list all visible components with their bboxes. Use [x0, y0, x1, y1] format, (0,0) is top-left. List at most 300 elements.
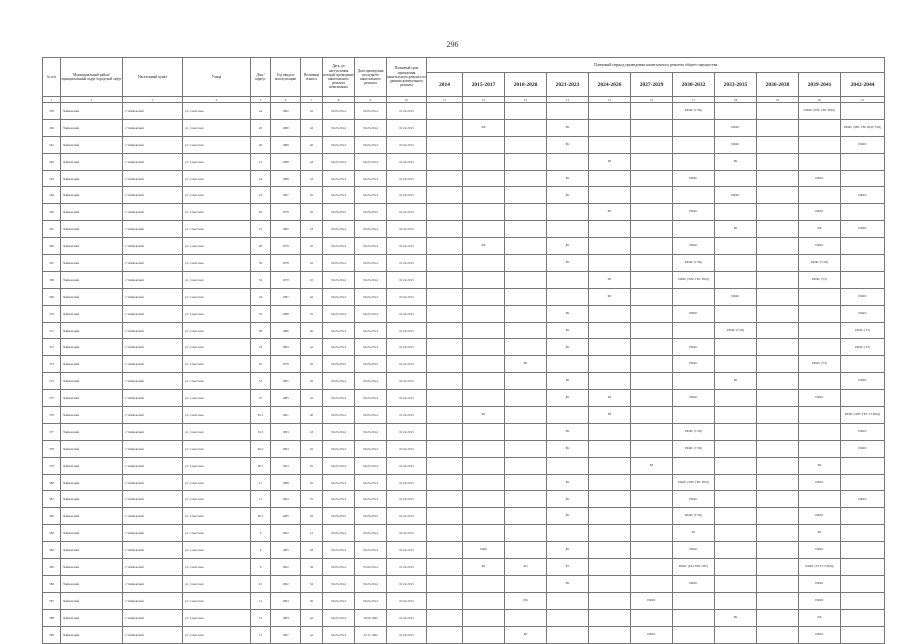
cell-locality: г. Чайковский	[123, 508, 183, 525]
cell-municipal: Чайковский	[61, 626, 123, 643]
cell-period: РК	[547, 575, 589, 592]
cell-period: РФФС	[673, 390, 715, 407]
cell-period	[631, 288, 673, 305]
cell-period	[631, 305, 673, 322]
cell-period	[631, 491, 673, 508]
cell-locality: г. Чайковский	[123, 255, 183, 272]
header-year-9: 2039-2041	[799, 73, 841, 97]
cell-wear: 45	[301, 356, 323, 373]
cell-period	[547, 407, 589, 424]
cell-period	[631, 238, 673, 255]
cell-date-decl: 06.03.2014	[323, 288, 355, 305]
row-number: 365	[43, 221, 61, 238]
cell-planned: 01.02.2015	[387, 153, 427, 170]
cell-period	[463, 187, 505, 204]
cell-period: РК	[589, 271, 631, 288]
cell-period: РК	[547, 187, 589, 204]
cell-municipal: Чайковский	[61, 271, 123, 288]
cell-wear: 42	[301, 288, 323, 305]
cell-period	[463, 525, 505, 542]
header-year-4: 2024-2026	[589, 73, 631, 97]
cell-period	[427, 271, 463, 288]
cell-period	[427, 592, 463, 609]
cell-period: РК	[589, 204, 631, 221]
cell-period	[715, 575, 757, 592]
cell-date-decl: 06.03.2014	[323, 373, 355, 390]
cell-period	[463, 153, 505, 170]
cell-period	[715, 491, 757, 508]
cell-period	[463, 204, 505, 221]
cell-period: РФФС (ТЭЦ)	[673, 508, 715, 525]
cell-period	[799, 373, 841, 390]
cell-period	[589, 221, 631, 238]
cell-period	[505, 423, 547, 440]
cell-period: РФФС (ТЭЦ)	[673, 440, 715, 457]
cell-period: РФФС	[673, 542, 715, 559]
cell-planned: 01.02.2015	[387, 271, 427, 288]
cell-wear: 45	[301, 187, 323, 204]
cell-year: 1988	[271, 305, 301, 322]
cell-wear: 36	[301, 592, 323, 609]
cell-period	[547, 609, 589, 626]
cell-house: 38	[251, 322, 271, 339]
cell-period	[631, 474, 673, 491]
cell-period	[589, 440, 631, 457]
cell-period: РФФС (ХВС ГВС ВОД)	[673, 271, 715, 288]
cell-locality: г. Чайковский	[123, 271, 183, 288]
cell-period: РФФС (ТЭ ГТЭ ВОД)	[799, 559, 841, 576]
cell-year: 1985	[271, 508, 301, 525]
cell-period	[673, 221, 715, 238]
cell-period	[427, 204, 463, 221]
cell-period: РФ	[505, 592, 547, 609]
cell-period: РФФС	[715, 136, 757, 153]
cell-period: РК	[547, 373, 589, 390]
cell-date-prev: 06.03.2014	[355, 390, 387, 407]
cell-period	[427, 457, 463, 474]
cell-year: 1982	[271, 103, 301, 120]
cell-period: РФФС	[631, 592, 673, 609]
cell-period	[757, 255, 799, 272]
cell-period	[631, 423, 673, 440]
cell-period	[505, 119, 547, 136]
cell-wear: 45	[301, 474, 323, 491]
cell-period: РФФС (ХВС ГВС ВОД ТЭЦ)	[841, 119, 885, 136]
cell-period: РФФС	[841, 423, 885, 440]
header-year-0: 2014	[427, 73, 463, 97]
cell-year: 1978	[271, 204, 301, 221]
row-number: 377	[43, 423, 61, 440]
row-number: 369	[43, 288, 61, 305]
cell-period: РК	[547, 542, 589, 559]
table-row	[43, 559, 885, 576]
cell-period: РФФС	[841, 440, 885, 457]
cell-period	[589, 255, 631, 272]
cell-period	[463, 474, 505, 491]
cell-house: 53	[251, 373, 271, 390]
cell-street: ул. Советская	[183, 575, 251, 592]
cell-street: ул. Советская	[183, 440, 251, 457]
cell-period: РФФС (ТЭ)	[841, 322, 885, 339]
cell-house: 28	[251, 238, 271, 255]
cell-municipal: Чайковский	[61, 322, 123, 339]
cell-wear: 45	[301, 457, 323, 474]
cell-period	[631, 525, 673, 542]
cell-period	[505, 204, 547, 221]
cell-municipal: Чайковский	[61, 423, 123, 440]
cell-period	[589, 525, 631, 542]
cell-period: РФФС	[631, 626, 673, 643]
cell-period	[841, 103, 885, 120]
cell-period: РФФС	[673, 170, 715, 187]
cell-period	[505, 575, 547, 592]
cell-house: 34	[251, 288, 271, 305]
cell-period	[799, 440, 841, 457]
cell-locality: г. Чайковский	[123, 204, 183, 221]
cell-period: РК	[547, 491, 589, 508]
cell-period	[757, 407, 799, 424]
cell-street: ул. Советская	[183, 238, 251, 255]
cell-street: ул. Советская	[183, 525, 251, 542]
cell-period	[589, 508, 631, 525]
cell-period	[463, 356, 505, 373]
cell-date-prev: 06.03.2014	[355, 187, 387, 204]
header-wear: Величина износа	[301, 58, 323, 97]
cell-period	[631, 119, 673, 136]
cell-house: 98.1	[251, 457, 271, 474]
cell-planned: 01.02.2015	[387, 407, 427, 424]
cell-house: 55	[251, 390, 271, 407]
cell-period	[505, 322, 547, 339]
cell-period	[631, 542, 673, 559]
cell-period	[547, 221, 589, 238]
cell-period	[757, 103, 799, 120]
cell-period: РФФС	[841, 491, 885, 508]
cell-period	[589, 423, 631, 440]
cell-period	[547, 271, 589, 288]
cell-date-prev: 06.03.2014	[355, 153, 387, 170]
cell-period: РФФС	[715, 288, 757, 305]
cell-period	[757, 559, 799, 576]
cell-date-prev: 06.03.2014	[355, 542, 387, 559]
cell-period	[757, 271, 799, 288]
cell-year: 1984	[271, 339, 301, 356]
cell-house: 65.1	[251, 407, 271, 424]
cell-house: 25	[251, 187, 271, 204]
cell-period: РК	[505, 356, 547, 373]
cell-period	[505, 187, 547, 204]
cell-period	[463, 221, 505, 238]
cell-period	[463, 575, 505, 592]
cell-period: РЛ	[463, 559, 505, 576]
cell-planned: 01.02.2015	[387, 542, 427, 559]
cell-period	[715, 592, 757, 609]
cell-period	[463, 170, 505, 187]
cell-period	[799, 322, 841, 339]
cell-locality: г. Чайковский	[123, 119, 183, 136]
table-row	[43, 474, 885, 491]
cell-locality: г. Чайковский	[123, 457, 183, 474]
cell-year: 1987	[271, 373, 301, 390]
cell-street: ул. Советская	[183, 153, 251, 170]
cell-house: 2.1	[251, 474, 271, 491]
cell-planned: 01.02.2015	[387, 136, 427, 153]
cell-planned: 01.02.2015	[387, 491, 427, 508]
cell-date-decl: 06.03.2014	[323, 170, 355, 187]
cell-date-prev: 06.03.2014	[355, 255, 387, 272]
column-number: 3	[123, 97, 183, 103]
cell-street: ул. Советская	[183, 542, 251, 559]
row-number: 376	[43, 407, 61, 424]
cell-period: РФФС	[673, 491, 715, 508]
cell-municipal: Чайковский	[61, 508, 123, 525]
cell-period: РЛ	[589, 390, 631, 407]
cell-period	[589, 322, 631, 339]
row-number: 383	[43, 525, 61, 542]
cell-period	[757, 322, 799, 339]
cell-municipal: Чайковский	[61, 238, 123, 255]
cell-house: 45	[251, 356, 271, 373]
table-row	[43, 170, 885, 187]
column-number: 19	[757, 97, 799, 103]
cell-wear: 40	[301, 136, 323, 153]
cell-period	[841, 153, 885, 170]
cell-house: 45	[251, 119, 271, 136]
cell-wear: 35	[301, 305, 323, 322]
cell-planned: 01.02.2015	[387, 592, 427, 609]
cell-period	[799, 136, 841, 153]
cell-municipal: Чайковский	[61, 288, 123, 305]
cell-wear: 43	[301, 423, 323, 440]
cell-wear: 42	[301, 339, 323, 356]
cell-date-decl: 06.03.2014	[323, 390, 355, 407]
cell-municipal: Чайковский	[61, 221, 123, 238]
cell-locality: г. Чайковский	[123, 407, 183, 424]
cell-period	[841, 508, 885, 525]
cell-period	[427, 339, 463, 356]
cell-date-prev: 06.03.2014	[355, 322, 387, 339]
cell-period	[757, 136, 799, 153]
cell-period	[505, 508, 547, 525]
cell-period	[547, 626, 589, 643]
cell-year: 1988	[271, 474, 301, 491]
cell-period	[757, 170, 799, 187]
cell-period	[757, 221, 799, 238]
cell-wear: 34	[301, 575, 323, 592]
cell-period	[715, 255, 757, 272]
column-number: 21	[841, 97, 885, 103]
cell-street: ул. Советская	[183, 322, 251, 339]
cell-period	[757, 373, 799, 390]
cell-period	[841, 390, 885, 407]
cell-date-decl: 06.03.2014	[323, 592, 355, 609]
cell-year: 1988	[271, 170, 301, 187]
header-year-3: 2021-2023	[547, 73, 589, 97]
cell-period	[505, 609, 547, 626]
cell-period	[463, 322, 505, 339]
row-number: 367	[43, 255, 61, 272]
cell-period: РУ	[547, 559, 589, 576]
cell-period: РК	[715, 373, 757, 390]
cell-wear: 42	[301, 119, 323, 136]
table-row	[43, 592, 885, 609]
cell-period	[547, 288, 589, 305]
cell-locality: г. Чайковский	[123, 525, 183, 542]
cell-date-prev: 06.03.2014	[355, 119, 387, 136]
cell-planned: 01.02.2015	[387, 508, 427, 525]
cell-period	[757, 575, 799, 592]
cell-date-prev: 05.02.2014	[355, 559, 387, 576]
cell-period	[715, 356, 757, 373]
cell-street: ул. Советская	[183, 559, 251, 576]
table-row	[43, 373, 885, 390]
table-row	[43, 187, 885, 204]
cell-locality: г. Чайковский	[123, 305, 183, 322]
cell-date-decl: 06.03.2014	[323, 525, 355, 542]
cell-house: 11	[251, 491, 271, 508]
table-row	[43, 609, 885, 626]
header-num: № п/п	[43, 58, 61, 97]
cell-period: РФФС	[673, 339, 715, 356]
cell-period	[631, 103, 673, 120]
cell-municipal: Чайковский	[61, 457, 123, 474]
cell-period	[505, 255, 547, 272]
cell-period	[427, 423, 463, 440]
cell-period: РФФС (ТЭЦ)	[673, 423, 715, 440]
cell-planned: 01.02.2015	[387, 204, 427, 221]
cell-period	[505, 153, 547, 170]
cell-period	[715, 390, 757, 407]
cell-planned: 01.02.2015	[387, 390, 427, 407]
cell-period: РЛ	[631, 457, 673, 474]
cell-period	[757, 491, 799, 508]
cell-period	[841, 609, 885, 626]
cell-planned: 01.02.2015	[387, 238, 427, 255]
cell-period	[673, 288, 715, 305]
cell-period	[589, 238, 631, 255]
cell-period	[631, 339, 673, 356]
cell-house: 65.3	[251, 423, 271, 440]
cell-period	[589, 119, 631, 136]
header-house: Дом / корпус	[251, 58, 271, 97]
cell-municipal: Чайковский	[61, 255, 123, 272]
cell-period: РФ	[463, 238, 505, 255]
cell-date-decl: 06.03.2014	[323, 322, 355, 339]
cell-date-prev: 06.03.2014	[355, 136, 387, 153]
cell-period	[427, 255, 463, 272]
cell-period	[463, 390, 505, 407]
cell-period: РФФС	[673, 575, 715, 592]
table-row	[43, 255, 885, 272]
cell-year: 1995	[271, 542, 301, 559]
cell-street: ул. Советская	[183, 592, 251, 609]
column-number: 7	[301, 97, 323, 103]
cell-year: 1986	[271, 119, 301, 136]
table-row	[43, 423, 885, 440]
column-number: 2	[61, 97, 123, 103]
cell-period	[589, 575, 631, 592]
cell-period	[673, 609, 715, 626]
cell-municipal: Чайковский	[61, 542, 123, 559]
cell-locality: г. Чайковский	[123, 339, 183, 356]
cell-street: ул. Советская	[183, 255, 251, 272]
cell-date-decl: 06.03.2014	[323, 136, 355, 153]
cell-period	[631, 322, 673, 339]
cell-municipal: Чайковский	[61, 204, 123, 221]
row-number: 360	[43, 119, 61, 136]
cell-locality: г. Чайковский	[123, 238, 183, 255]
row-number: 379	[43, 457, 61, 474]
cell-period	[757, 525, 799, 542]
cell-wear: 43	[301, 508, 323, 525]
cell-period	[427, 474, 463, 491]
column-number: 4	[183, 97, 251, 103]
cell-period	[757, 423, 799, 440]
cell-period: РЛ	[589, 153, 631, 170]
cell-period	[463, 305, 505, 322]
cell-wear: 43	[301, 153, 323, 170]
cell-period	[427, 153, 463, 170]
cell-house: 27	[251, 221, 271, 238]
cell-planned: 01.02.2015	[387, 170, 427, 187]
cell-period	[715, 542, 757, 559]
cell-period	[715, 238, 757, 255]
cell-period	[427, 407, 463, 424]
cell-period	[631, 170, 673, 187]
cell-period	[505, 238, 547, 255]
cell-locality: г. Чайковский	[123, 423, 183, 440]
cell-period	[547, 103, 589, 120]
cell-locality: г. Чайковский	[123, 542, 183, 559]
cell-locality: г. Чайковский	[123, 373, 183, 390]
cell-period	[463, 339, 505, 356]
row-number: 359	[43, 103, 61, 120]
cell-street: ул. Советская	[183, 457, 251, 474]
cell-period	[505, 407, 547, 424]
cell-period	[841, 474, 885, 491]
cell-period	[841, 525, 885, 542]
cell-period	[427, 136, 463, 153]
cell-street: ул. Советская	[183, 204, 251, 221]
cell-period	[589, 474, 631, 491]
cell-period	[631, 440, 673, 457]
cell-date-decl: 06.03.2014	[323, 626, 355, 643]
cell-period	[673, 119, 715, 136]
cell-period	[715, 440, 757, 457]
cell-period	[463, 103, 505, 120]
cell-year: 1978	[271, 271, 301, 288]
cell-period	[427, 322, 463, 339]
cell-period	[589, 491, 631, 508]
cell-house: 3	[251, 525, 271, 542]
cell-period: РФФС	[799, 474, 841, 491]
cell-municipal: Чайковский	[61, 305, 123, 322]
cell-planned: 01.02.2015	[387, 119, 427, 136]
cell-period	[799, 119, 841, 136]
header-year-7: 2033-2035	[715, 73, 757, 97]
column-number: 8	[323, 97, 355, 103]
cell-period	[505, 542, 547, 559]
cell-period: РФФС	[841, 373, 885, 390]
cell-wear: 45	[301, 238, 323, 255]
cell-year: 1978	[271, 255, 301, 272]
row-number: 388	[43, 609, 61, 626]
row-number: 363	[43, 170, 61, 187]
cell-locality: г. Чайковский	[123, 440, 183, 457]
cell-locality: г. Чайковский	[123, 491, 183, 508]
cell-municipal: Чайковский	[61, 491, 123, 508]
cell-street: ул. Советская	[183, 305, 251, 322]
